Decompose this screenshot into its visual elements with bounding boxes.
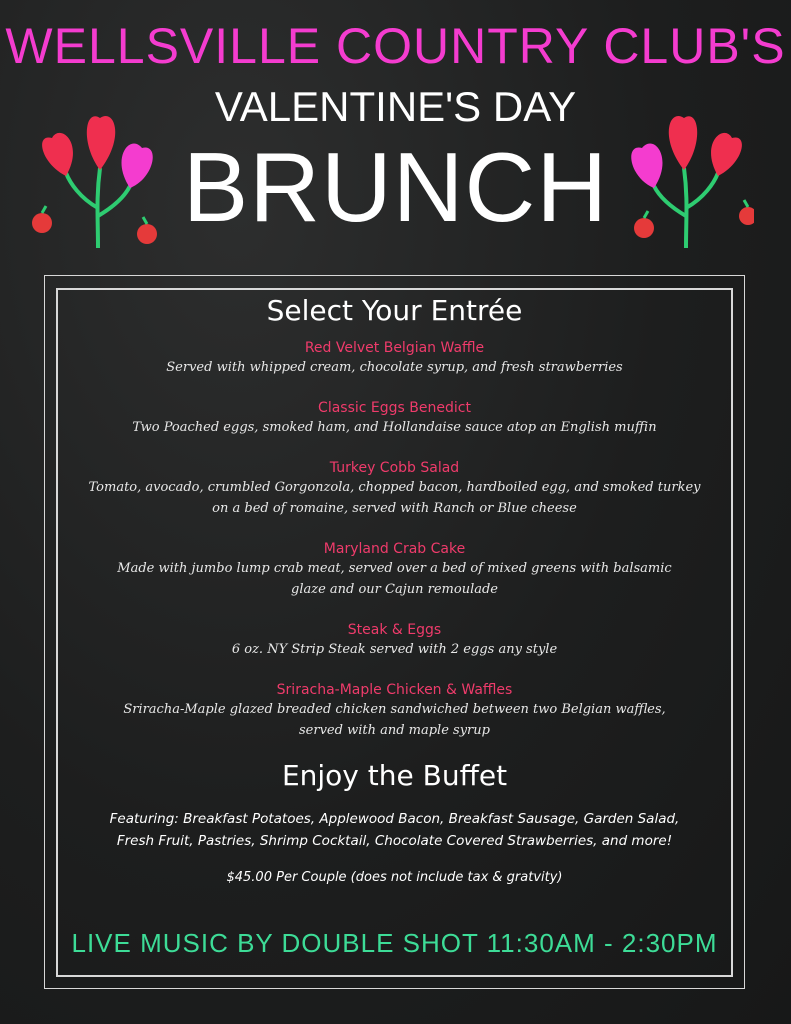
price-text: $45.00 Per Couple (does not include tax & gratvity) bbox=[226, 870, 563, 885]
entree-item bbox=[56, 540, 733, 600]
entree-item bbox=[56, 459, 733, 519]
entree-heading: Select Your Entrée bbox=[266, 294, 523, 327]
entree-name: Steak & Eggs bbox=[347, 622, 442, 638]
entree-name: Classic Eggs Benedict bbox=[318, 400, 471, 416]
buffet-featuring bbox=[56, 808, 733, 852]
menu-content bbox=[56, 288, 733, 977]
entree-desc: Two Poached eggs, smoked ham, and Hollandaise sauce atop an English muffin bbox=[132, 420, 657, 435]
entree-name: Red Velvet Belgian Waffle bbox=[304, 340, 485, 356]
event-subtitle: VALENTINE'S DAY bbox=[214, 83, 577, 130]
club-name: WELLSVILLE COUNTRY CLUB'S bbox=[5, 18, 786, 74]
entree-name: Sriracha-Maple Chicken & Waffles bbox=[276, 682, 513, 698]
heart-flowers-left-icon bbox=[30, 88, 170, 258]
entree-desc: served with and maple syrup bbox=[299, 723, 490, 738]
entree-desc: Made with jumbo lump crab meat, served over a bed of mixed greens with balsamic bbox=[117, 561, 672, 576]
live-music-banner: LIVE MUSIC BY DOUBLE SHOT 11:30AM - 2:30PM bbox=[71, 928, 718, 958]
entree-item bbox=[56, 621, 733, 660]
entree-name: Maryland Crab Cake bbox=[323, 541, 466, 557]
entree-desc: Sriracha-Maple glazed breaded chicken sandwiched between two Belgian waffles, bbox=[123, 702, 666, 717]
entree-name: Turkey Cobb Salad bbox=[329, 460, 460, 476]
featuring-line: Featuring: Breakfast Potatoes, Applewood Bacon, Breakfast Sausage, Garden Salad, bbox=[109, 811, 680, 827]
buffet-heading: Enjoy the Buffet bbox=[281, 759, 508, 792]
heart-flowers-right-icon bbox=[614, 88, 754, 258]
featuring-line: Fresh Fruit, Pastries, Shrimp Cocktail, Chocolate Covered Strawberries, and more! bbox=[116, 833, 673, 849]
entree-item bbox=[56, 681, 733, 741]
entree-item bbox=[56, 399, 733, 438]
entree-desc: 6 oz. NY Strip Steak served with 2 eggs any style bbox=[231, 642, 558, 657]
entree-desc: Tomato, avocado, crumbled Gorgonzola, chopped bacon, hardboiled egg, and smoked turkey bbox=[88, 480, 701, 495]
entree-item bbox=[56, 339, 733, 378]
event-title: BRUNCH bbox=[182, 132, 609, 242]
entree-desc: Served with whipped cream, chocolate syrup, and fresh strawberries bbox=[166, 360, 623, 375]
entree-desc: on a bed of romaine, served with Ranch or Blue cheese bbox=[212, 501, 577, 516]
entree-desc: glaze and our Cajun remoulade bbox=[291, 582, 498, 597]
